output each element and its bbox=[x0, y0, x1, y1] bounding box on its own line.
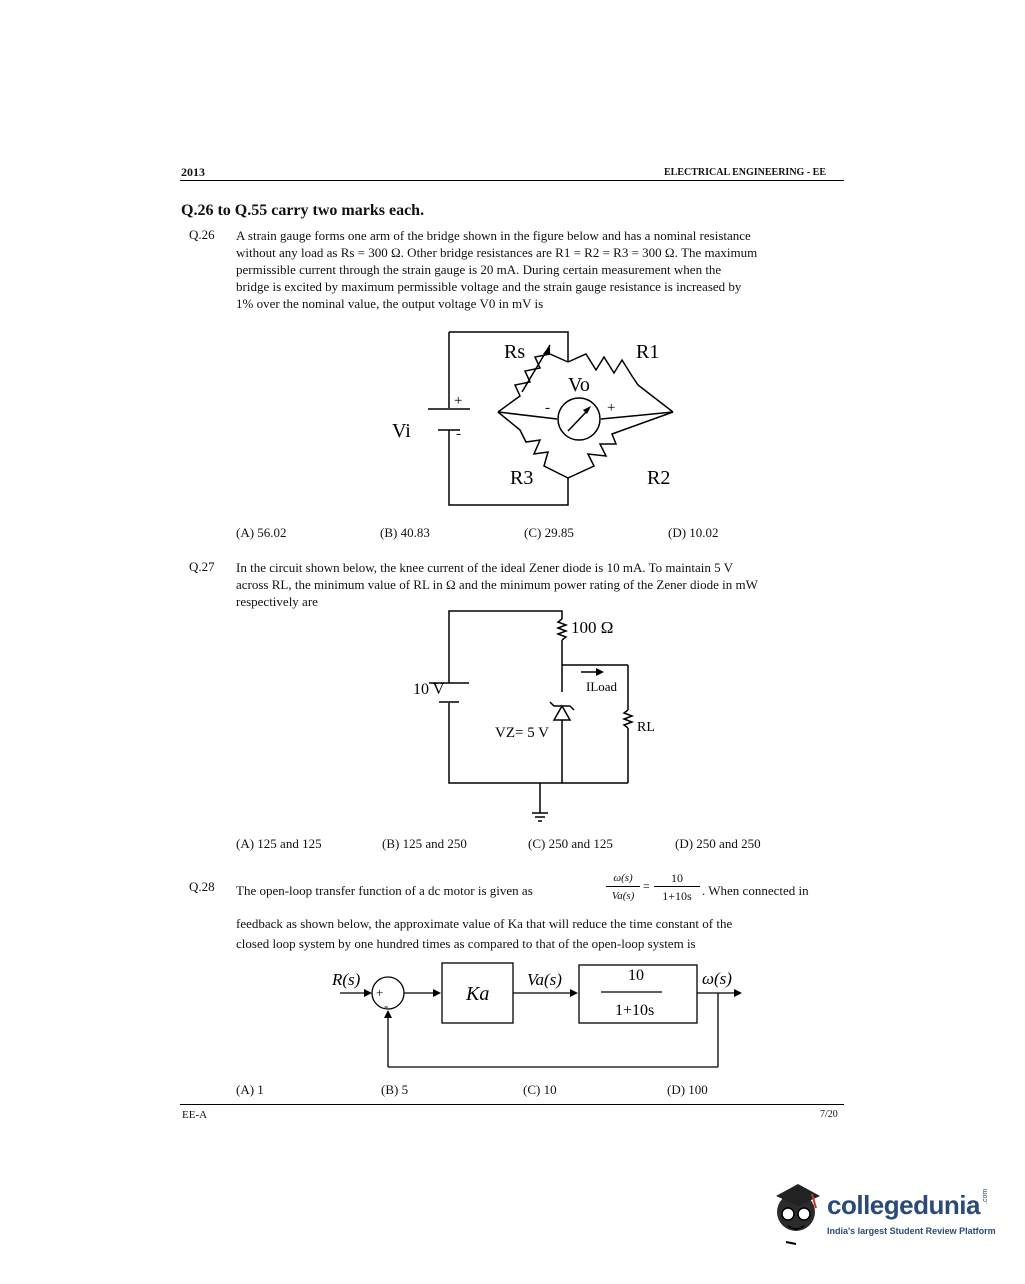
q27-line: across RL, the minimum value of RL in Ω and the minimum power rating of the Zener diode in mW bbox=[236, 577, 758, 592]
q26-option-c: (C) 29.85 bbox=[524, 525, 574, 540]
label-meter-plus: + bbox=[607, 400, 616, 416]
q26-option-d: (D) 10.02 bbox=[668, 525, 719, 540]
label-iload: ILoad bbox=[586, 679, 618, 694]
zener-circuit-figure bbox=[405, 605, 665, 827]
q26-text bbox=[236, 227, 833, 312]
q27-line: respectively are bbox=[236, 594, 318, 609]
label-battery-plus: + bbox=[454, 393, 463, 409]
tf-numerator: ω(s) bbox=[606, 871, 640, 887]
collegedunia-mascot-icon bbox=[768, 1178, 828, 1248]
label-r3: R3 bbox=[510, 467, 534, 489]
label-10v: 10 V bbox=[413, 681, 445, 698]
q28-line: feedback as shown below, the approximate value of Ka that will reduce the time constant of the bbox=[236, 916, 733, 931]
feedback-block-diagram bbox=[320, 960, 750, 1072]
q28-line1-pre: The open-loop transfer function of a dc motor is given as bbox=[236, 883, 533, 898]
header-subject: ELECTRICAL ENGINEERING - EE bbox=[664, 167, 826, 178]
q27-line: In the circuit shown below, the knee current of the ideal Zener diode is 10 mA. To maintain 5 V bbox=[236, 560, 734, 575]
q26-line: 1% over the nominal value, the output voltage V0 in mV is bbox=[236, 296, 544, 311]
q27-option-b: (B) 125 and 250 bbox=[382, 836, 467, 851]
tf-rhs-numerator: 10 bbox=[654, 871, 700, 887]
tf-denominator: Va(s) bbox=[611, 890, 635, 902]
q27-option-d: (D) 250 and 250 bbox=[675, 836, 761, 851]
q26-line: A strain gauge forms one arm of the bridge shown in the figure below and has a nominal resistance bbox=[236, 228, 751, 243]
tf-equals: = bbox=[643, 879, 650, 893]
section-title: Q.26 to Q.55 carry two marks each. bbox=[181, 202, 425, 219]
q27-number: Q.27 bbox=[189, 559, 215, 574]
footer-right: 7/20 bbox=[820, 1109, 838, 1120]
label-vo: Vo bbox=[568, 374, 590, 396]
label-rs: Rs bbox=[504, 341, 526, 363]
q26-number: Q.26 bbox=[189, 227, 215, 242]
label-meter-minus: - bbox=[545, 400, 550, 416]
label-r2: R2 bbox=[647, 467, 671, 489]
collegedunia-wordmark: collegedunia bbox=[827, 1190, 980, 1220]
label-omega-s: ω(s) bbox=[702, 969, 732, 988]
q28-text bbox=[236, 914, 833, 954]
q28-option-b: (B) 5 bbox=[381, 1082, 409, 1097]
q27-option-a: (A) 125 and 125 bbox=[236, 836, 322, 851]
q26-line: without any load as Rs = 300 Ω. Other bridge resistances are R1 = R2 = R3 = 300 Ω. The maximum bbox=[236, 245, 758, 260]
q28-option-d: (D) 100 bbox=[667, 1082, 708, 1097]
header-year: 2013 bbox=[181, 165, 205, 179]
q28-number: Q.28 bbox=[189, 879, 215, 894]
header-rule bbox=[180, 180, 844, 181]
q27-option-c: (C) 250 and 125 bbox=[528, 836, 613, 851]
q27-text bbox=[236, 559, 833, 610]
label-battery-minus: - bbox=[456, 426, 461, 442]
collegedunia-tagline: India's largest Student Review Platform bbox=[827, 1226, 996, 1236]
label-plant-den: 1+10s bbox=[615, 1002, 655, 1019]
q28-line: closed loop system by one hundred times as compared to that of the open-loop system is bbox=[236, 936, 696, 951]
label-100-ohm: 100 Ω bbox=[571, 618, 614, 637]
q28-line1-post: . When connected in bbox=[702, 883, 809, 898]
footer-left: EE-A bbox=[182, 1109, 208, 1121]
tf-rhs-denominator: 1+10s bbox=[662, 889, 692, 903]
q26-option-a: (A) 56.02 bbox=[236, 525, 287, 540]
q26-line: permissible current through the strain gauge is 20 mA. During certain measurement when the bbox=[236, 262, 722, 277]
label-rl: RL bbox=[637, 720, 655, 735]
label-va-s: Va(s) bbox=[527, 970, 562, 989]
bridge-circuit-figure bbox=[380, 330, 700, 515]
footer-rule bbox=[180, 1104, 844, 1105]
q28-option-a: (A) 1 bbox=[236, 1082, 264, 1097]
label-sum-plus: + bbox=[376, 985, 384, 1000]
label-vz: VZ= 5 V bbox=[495, 725, 550, 741]
q26-option-b: (B) 40.83 bbox=[380, 525, 430, 540]
q26-line: bridge is excited by maximum permissible voltage and the strain gauge resistance is increased by bbox=[236, 279, 742, 294]
label-ka: Ka bbox=[466, 983, 490, 1005]
label-sum-minus: - bbox=[384, 998, 389, 1013]
q28-option-c: (C) 10 bbox=[523, 1082, 557, 1097]
label-r1: R1 bbox=[636, 341, 660, 363]
collegedunia-suffix: .com bbox=[982, 1188, 989, 1204]
label-plant-num: 10 bbox=[628, 967, 644, 984]
label-r-s: R(s) bbox=[332, 970, 361, 989]
label-vi: Vi bbox=[392, 420, 411, 442]
